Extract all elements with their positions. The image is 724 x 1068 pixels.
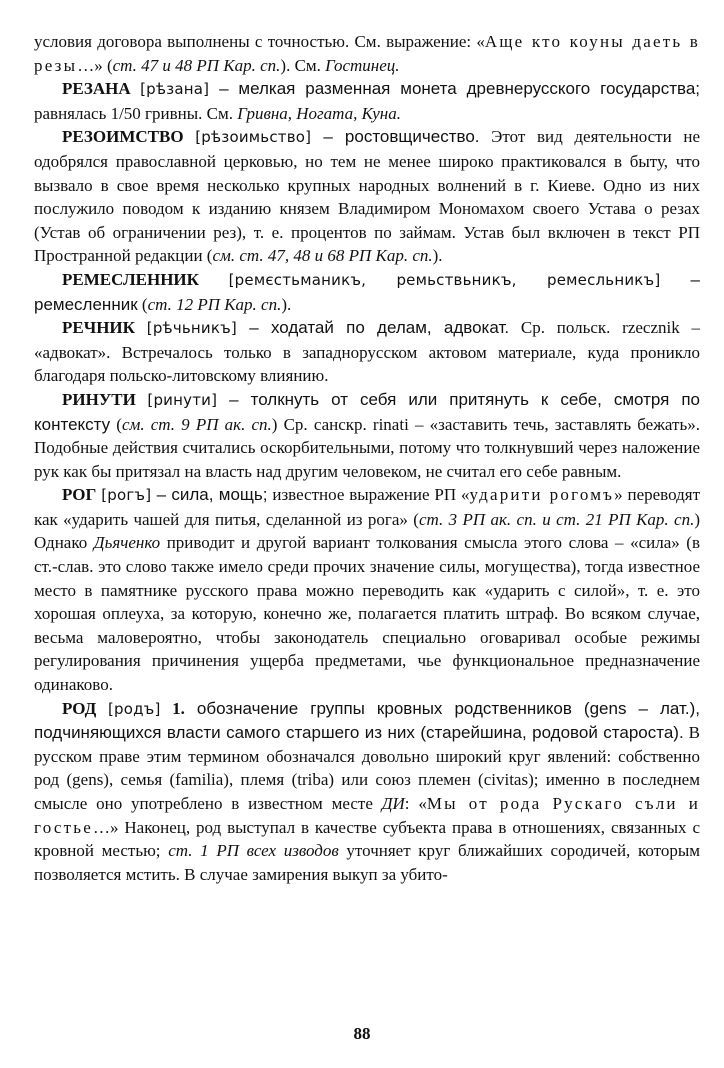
old-slavonic-form: [рѣзана] <box>140 80 210 99</box>
old-slavonic-form: [рѣзоимьство] <box>195 128 312 147</box>
definition: – сила, мощь; <box>151 485 268 505</box>
text-run: ). См. <box>280 55 326 75</box>
reference-italic: Дьяченко <box>93 533 161 553</box>
dictionary-entry <box>34 388 700 483</box>
reference-italic: ДИ <box>381 794 405 813</box>
dictionary-entry <box>34 268 700 316</box>
text-run: Ср. польск. rzecznik – «адвокат». Встречалось только в западнорусском актовом материале, куда проникло благодаря польско-литовскому влиянию. <box>34 318 700 386</box>
old-slavonic-form: [рѣчьникъ] <box>146 319 237 338</box>
text-run: условия договора выполнены с точностью. См. выражение: « <box>34 32 485 51</box>
text-run: В русском праве этим термином обозначался довольно широкий круг явлений: собственно род (gens), семья (familia), племя (triba) или союз племен (civitas); именно в последнем смысле оно употреблено в известном месте <box>34 723 701 813</box>
text-run <box>136 390 148 409</box>
text-run: …» Наконец, род выступал в качестве субъекта права в отношениях, связанных с кровной местью; <box>34 817 700 861</box>
definition: – ремесленник <box>34 269 700 314</box>
dictionary-entry <box>34 697 700 887</box>
reference-italic: Гостинец. <box>325 55 400 75</box>
text-run: известное выражение РП « <box>267 485 470 505</box>
headword: РЕЧНИК <box>62 318 135 338</box>
definition: – толкнуть от себя или притянуть к себе, смотря по контексту <box>34 389 701 434</box>
text-run: уточняет круг ближайших сородичей, которым позволяется мстить. В случае замирения выкуп за убито- <box>34 841 701 884</box>
headword: 1. <box>172 698 185 718</box>
reference-italic: ст. 1 РП всех изводов <box>168 841 339 861</box>
text-run: ). <box>281 294 292 314</box>
quotation-spaced: Мы от рода Рускаго съли и гостье <box>34 794 700 837</box>
text-run <box>184 127 196 146</box>
text-run: : « <box>404 794 427 813</box>
definition: обозначение группы кровных родственников (gens – лат.), подчиняющихся власти самого старшего из них (старейшина, родовой староста). <box>34 698 701 743</box>
quotation-spaced: ударити рогомъ <box>469 485 615 505</box>
definition: – мелкая разменная монета древнерусского государства; <box>209 79 700 99</box>
text-run: ( <box>110 414 122 434</box>
headword: РИНУТИ <box>62 389 136 409</box>
text-run: Этот вид деятельности не одобрялся православной церковью, но тем не менее широко практиковался в быту, что вызвало в свое время несколько крупных народных волнений в г. Киеве. Одно из них послужило поводом к изданию князем Владимиром Мономахом своего Устава о резах (Устав об ограничении рез), т. е. процентов по займам. Устав был включен в текст РП Пространной редакции ( <box>34 127 700 266</box>
reference-italic: см. ст. 9 РП ак. сп. <box>121 414 272 434</box>
definition: – ходатай по делам, адвокат. <box>237 318 510 338</box>
reference-italic: ст. 12 РП Кар. сп. <box>147 294 282 314</box>
dictionary-entry <box>34 77 700 125</box>
text-run: приводит и другой вариант толкования смысла этого слова – «сила» (в ст.-слав. это слово также имело среди прочих значение силы, могущества), тогда известное место в памятнике русского права можно переводить как «ударить с силой», т. е. это хорошая оплеуха, за которую, конечно же, полагается платить штраф. Во всяком случае, весьма маловероятно, чтобы законодатель специально оговаривал особые режимы регулирования причинения ущерба предметами, чье функциональное предназначение одинаково. <box>34 533 700 695</box>
text-run <box>131 79 140 98</box>
text-run: …» ( <box>77 55 113 75</box>
dictionary-entry <box>34 125 700 268</box>
text-run <box>161 699 173 718</box>
text-run: ). <box>432 246 443 266</box>
reference-italic: ст. 3 РП ак. сп. и ст. 21 РП Кар. сп. <box>418 509 695 529</box>
text-run: ) Однако <box>34 509 700 553</box>
reference-italic: ст. 47 и 48 РП Кар. сп. <box>112 55 281 75</box>
reference-italic: Гривна, Ногата, Куна. <box>237 103 401 123</box>
old-slavonic-form: [рогъ] <box>101 486 152 505</box>
text-run <box>199 270 229 289</box>
definition: – ростовщичество. <box>311 127 480 147</box>
quotation-spaced: Аще кто коуны даеть в резы <box>34 32 700 75</box>
old-slavonic-form: [ремєстьманикъ, ремьствьникъ, ремесльникъ] <box>228 270 661 289</box>
headword: РЕЗОИМСТВО <box>62 127 184 147</box>
text-run: равнялась 1/50 гривны. См. <box>34 103 238 123</box>
headword: РЕМЕСЛЕННИК <box>62 269 199 289</box>
headword: РЕЗАНА <box>62 79 131 99</box>
old-slavonic-form: [родъ] <box>107 699 161 718</box>
text-run: ( <box>137 294 148 314</box>
text-run: » переводят как «ударить чашей для питья, сделанной из рога» ( <box>34 485 700 529</box>
reference-italic: см. ст. 47, 48 и 68 РП Кар. сп. <box>212 246 433 266</box>
text-run: ) Ср. санскр. rinati – «заставить течь, заставлять бежать». Подобные действия считались оскорбительными, потому что толкнувший через наложение рук как бы притязал на власть над другим человеком, не считал его себе равным. <box>34 414 700 481</box>
continued-paragraph <box>34 30 700 77</box>
text-run <box>96 699 108 718</box>
dictionary-text <box>34 30 700 886</box>
headword: РОД <box>62 698 97 718</box>
headword: РОГ <box>62 485 97 505</box>
page-number: 88 <box>353 1024 371 1043</box>
dictionary-entry <box>34 316 700 388</box>
old-slavonic-form: [ринути] <box>147 390 218 409</box>
text-run <box>135 318 147 337</box>
dictionary-entry <box>34 483 700 696</box>
